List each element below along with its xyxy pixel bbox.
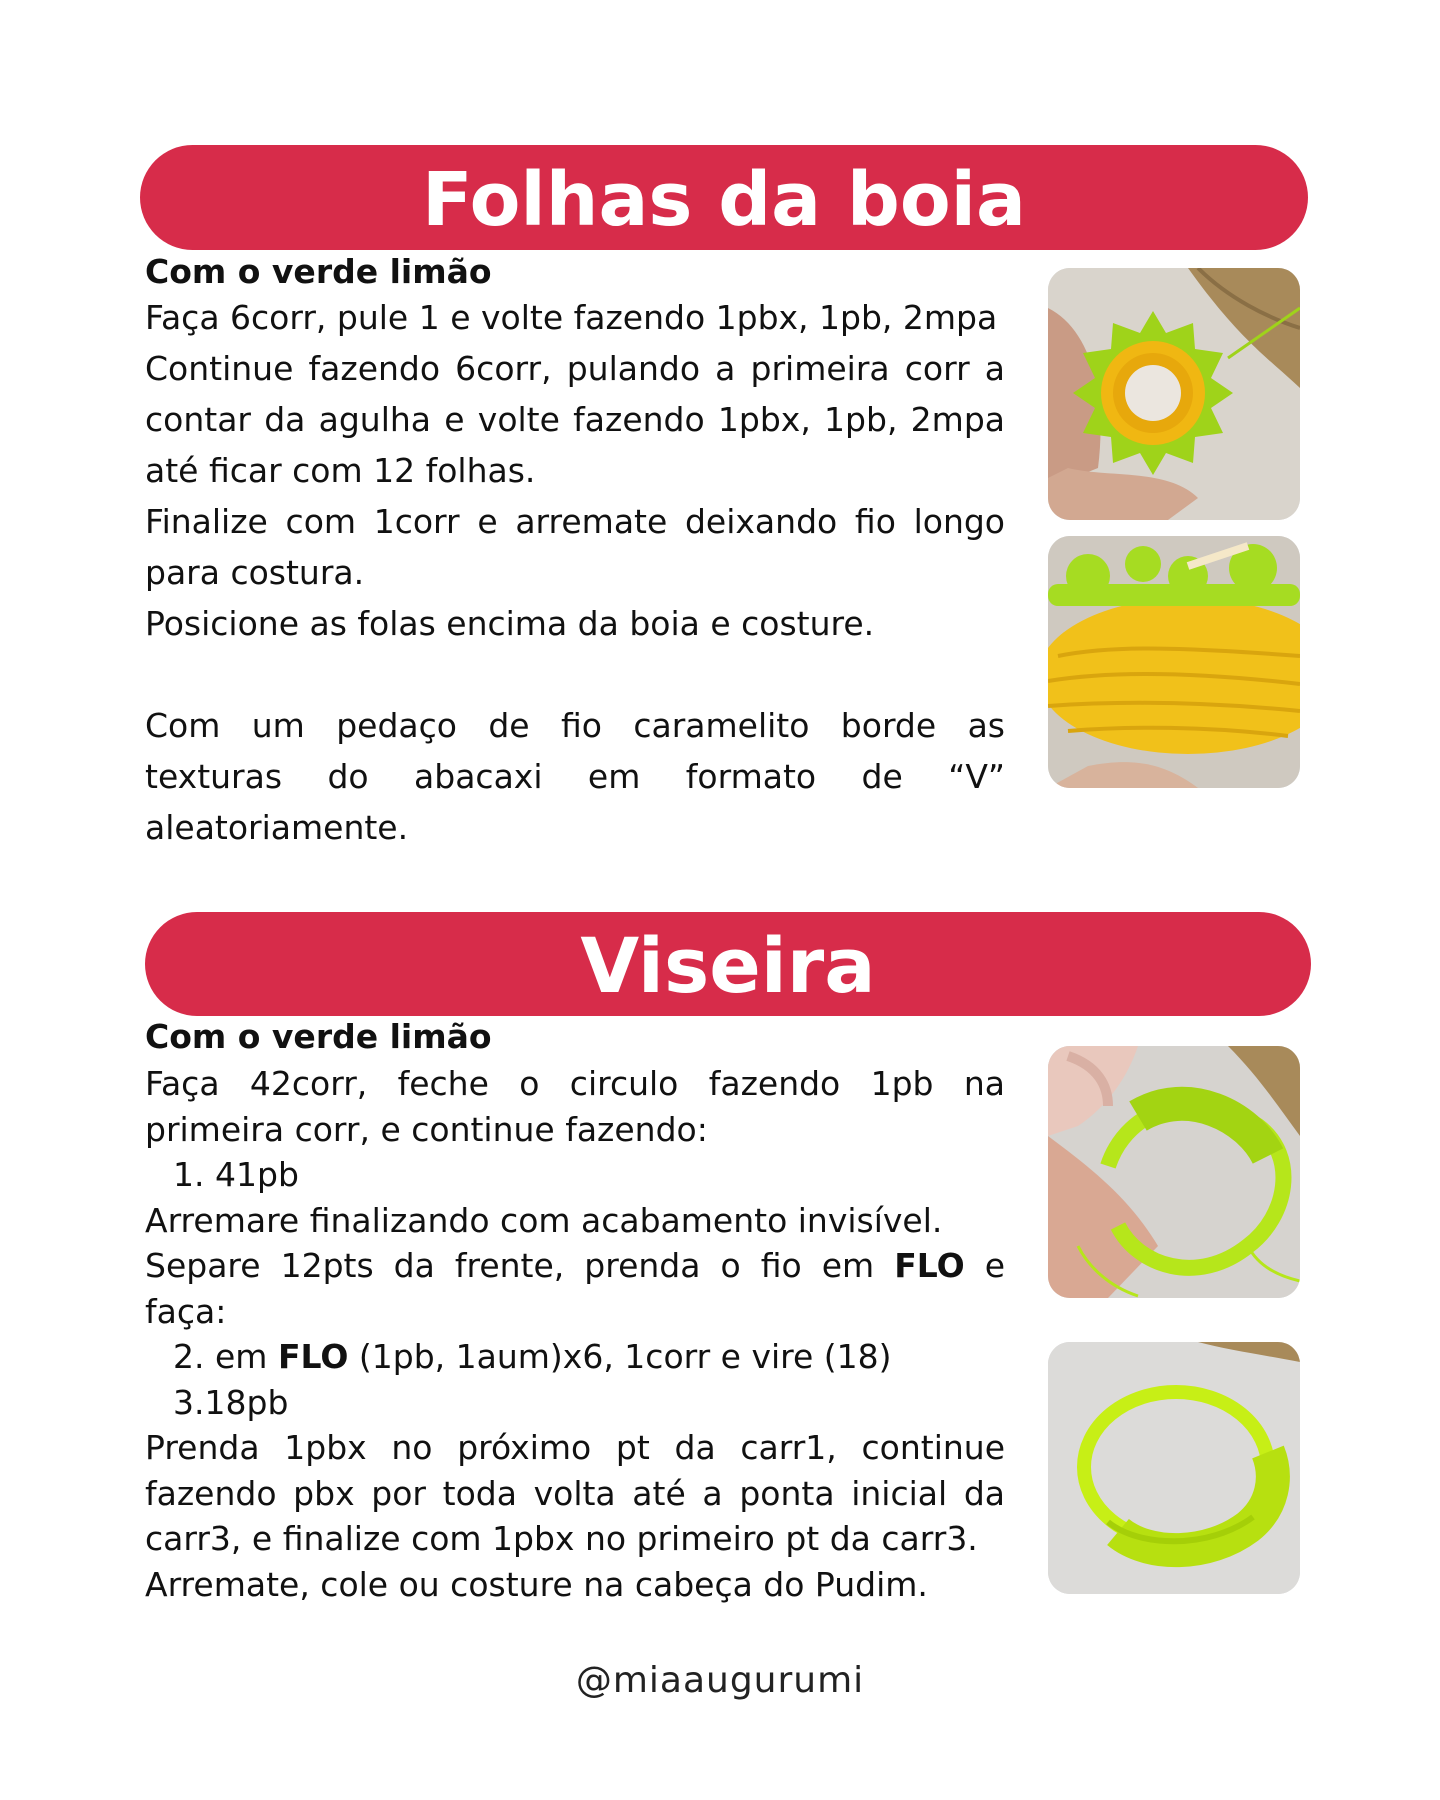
step-text: 41pb (215, 1155, 299, 1194)
instruction-paragraph: Prenda 1pbx no próximo pt da carr1, continue fazendo pbx por toda volta até a ponta inicial da carr3, e finalize com 1pbx no primeiro pt da carr3. (145, 1428, 1005, 1558)
photo-pineapple-leaves-image (1048, 536, 1300, 788)
instruction-paragraph: Com um pedaço de fio caramelito borde as texturas do abacaxi em formato de “V” aleatoriamente. (145, 706, 1005, 847)
instruction-paragraph: Faça 42corr, feche o circulo fazendo 1pb na primeira corr, e continue fazendo: (145, 1064, 1005, 1149)
instruction-paragraph: Finalize com 1corr e arremate deixando fio longo para costura. (145, 502, 1005, 592)
photo-visor-in-hand-image (1048, 1046, 1300, 1298)
instruction-paragraph: Posicione as folas encima da boia e costure. (145, 604, 875, 643)
instruction-paragraph: Separe 12pts da frente, prenda o fio em FLO e faça: (145, 1246, 1005, 1331)
photo-pineapple-leaves (1048, 536, 1300, 788)
section-subtitle: Com o verde limão (145, 252, 492, 291)
step-number: 2. (173, 1337, 205, 1376)
instruction-paragraph: Faça 6corr, pule 1 e volte fazendo 1pbx, 1pb, 2mpa (145, 298, 998, 337)
section-title: Viseira (580, 921, 876, 1010)
photo-leaf-ring-image (1048, 268, 1300, 520)
photo-leaf-ring (1048, 268, 1300, 520)
flo-term: FLO (894, 1246, 965, 1285)
instruction-paragraph: Arremate, cole ou costure na cabeça do Pudim. (145, 1564, 928, 1604)
section-body (145, 252, 1005, 853)
step-item (145, 1152, 1005, 1198)
step-text: 18pb (204, 1382, 289, 1422)
section-title: Folhas da boia (422, 156, 1026, 243)
section-subtitle: Com o verde limão (145, 1017, 492, 1056)
author-handle: @miaaugurumi (575, 1660, 865, 1701)
step-number: 1. (173, 1155, 205, 1194)
instruction-paragraph: Arremare finalizando com acabamento invisível. (145, 1200, 943, 1240)
step-number: 3. (173, 1382, 205, 1422)
step-item (145, 1380, 1005, 1426)
photo-visor-in-hand (1048, 1046, 1300, 1298)
photo-visor-flat-image (1048, 1342, 1300, 1594)
section-title-banner (145, 912, 1311, 1016)
instruction-paragraph: Continue fazendo 6corr, pulando a primeira corr a contar da agulha e volte fazendo 1pbx, 1pb, 2mpa até ficar com 12 folhas. (145, 349, 1005, 490)
section-title-banner (140, 145, 1308, 250)
section-body (145, 1017, 1005, 1607)
photo-visor-flat (1048, 1342, 1300, 1594)
step-item: 2. em FLO (1pb, 1aum)x6, 1corr e vire (18) (173, 1337, 892, 1376)
flo-term: FLO (277, 1337, 349, 1376)
